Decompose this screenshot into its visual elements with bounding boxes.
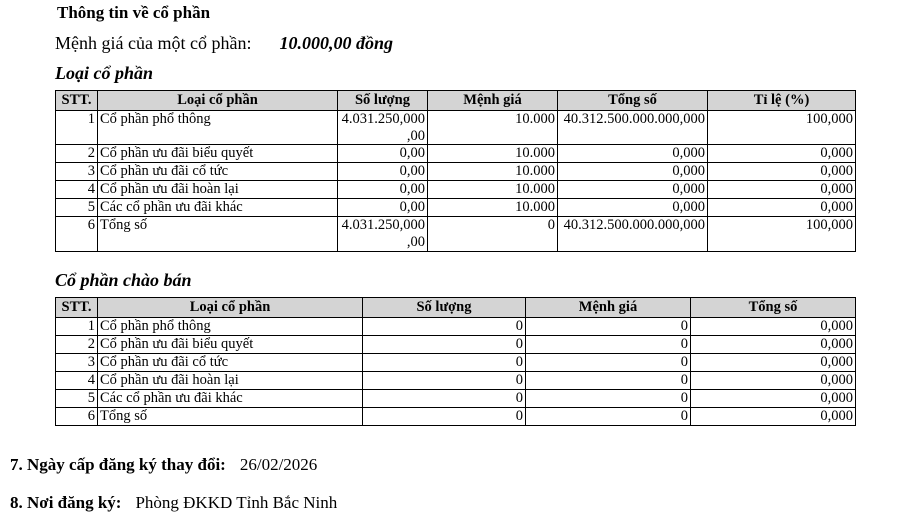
table-header-row bbox=[56, 298, 856, 318]
col-header-type: Loại cổ phần bbox=[98, 91, 338, 111]
cell-par-value: 0 bbox=[428, 217, 558, 251]
cell-stt: 6 bbox=[56, 217, 98, 251]
table-row bbox=[56, 336, 856, 354]
cell-type: Cổ phần ưu đãi biểu quyết bbox=[98, 145, 338, 163]
col-header-ratio: Tỉ lệ (%) bbox=[708, 91, 856, 111]
cell-par-value: 10.000 bbox=[428, 145, 558, 163]
cell-total: 0,000 bbox=[691, 336, 856, 354]
table-row bbox=[56, 217, 856, 251]
table-shares-offered bbox=[55, 297, 856, 426]
cell-type: Cổ phần phổ thông bbox=[98, 318, 363, 336]
cell-stt: 4 bbox=[56, 372, 98, 390]
col-header-par-value: Mệnh giá bbox=[526, 298, 691, 318]
cell-ratio: 0,000 bbox=[708, 199, 856, 217]
cell-total: 0,000 bbox=[558, 181, 708, 199]
cell-ratio: 100,000 bbox=[708, 217, 856, 251]
cell-total: 40.312.500.000.000,000 bbox=[558, 111, 708, 145]
cell-par-value: 10.000 bbox=[428, 163, 558, 181]
field-registration-place bbox=[10, 493, 337, 513]
table-row bbox=[56, 372, 856, 390]
cell-stt: 5 bbox=[56, 199, 98, 217]
cell-quantity: 0 bbox=[363, 354, 526, 372]
cell-quantity: 0,00 bbox=[338, 145, 428, 163]
col-header-total: Tổng số bbox=[691, 298, 856, 318]
cell-total: 0,000 bbox=[558, 199, 708, 217]
cell-stt: 1 bbox=[56, 111, 98, 145]
field-value: Phòng ĐKKD Tỉnh Bắc Ninh bbox=[135, 493, 338, 512]
cell-type: Tổng số bbox=[98, 408, 363, 426]
table-row bbox=[56, 181, 856, 199]
table-row bbox=[56, 354, 856, 372]
table-row bbox=[56, 111, 856, 145]
cell-total: 0,000 bbox=[558, 163, 708, 181]
cell-ratio: 100,000 bbox=[708, 111, 856, 145]
par-value-amount: 10.000,00 đồng bbox=[279, 33, 393, 53]
col-header-stt: STT. bbox=[56, 298, 98, 318]
cell-type: Cổ phần ưu đãi hoàn lại bbox=[98, 181, 338, 199]
par-value-line bbox=[55, 33, 393, 54]
cell-type: Các cổ phần ưu đãi khác bbox=[98, 199, 338, 217]
col-header-quantity: Số lượng bbox=[338, 91, 428, 111]
cell-par-value: 0 bbox=[526, 354, 691, 372]
table-row bbox=[56, 163, 856, 181]
cell-quantity: 0 bbox=[363, 318, 526, 336]
cell-par-value: 0 bbox=[526, 372, 691, 390]
cell-total: 0,000 bbox=[691, 408, 856, 426]
cell-ratio: 0,000 bbox=[708, 181, 856, 199]
cell-quantity: 0 bbox=[363, 390, 526, 408]
col-header-par-value: Mệnh giá bbox=[428, 91, 558, 111]
cell-type: Cổ phần ưu đãi hoàn lại bbox=[98, 372, 363, 390]
cell-stt: 3 bbox=[56, 163, 98, 181]
col-header-type: Loại cổ phần bbox=[98, 298, 363, 318]
cell-ratio: 0,000 bbox=[708, 163, 856, 181]
cell-type: Cổ phần ưu đãi cổ tức bbox=[98, 163, 338, 181]
table-row bbox=[56, 199, 856, 217]
table-share-types bbox=[55, 90, 856, 252]
cell-stt: 4 bbox=[56, 181, 98, 199]
table-row bbox=[56, 145, 856, 163]
cell-quantity: 0,00 bbox=[338, 181, 428, 199]
table-row bbox=[56, 318, 856, 336]
cell-par-value: 10.000 bbox=[428, 199, 558, 217]
cell-type: Cổ phần ưu đãi biểu quyết bbox=[98, 336, 363, 354]
cell-type: Cổ phần phổ thông bbox=[98, 111, 338, 145]
cell-quantity: 4.031.250,000,00 bbox=[338, 111, 428, 145]
cell-total: 0,000 bbox=[691, 318, 856, 336]
cell-par-value: 0 bbox=[526, 408, 691, 426]
cell-total: 0,000 bbox=[691, 372, 856, 390]
cell-quantity: 0,00 bbox=[338, 199, 428, 217]
cell-ratio: 0,000 bbox=[708, 145, 856, 163]
table-row bbox=[56, 408, 856, 426]
cell-stt: 2 bbox=[56, 145, 98, 163]
cell-total: 0,000 bbox=[691, 354, 856, 372]
cell-par-value: 0 bbox=[526, 336, 691, 354]
field-label: 8. Nơi đăng ký: bbox=[10, 493, 122, 512]
cell-quantity: 0,00 bbox=[338, 163, 428, 181]
cell-quantity: 4.031.250,000,00 bbox=[338, 217, 428, 251]
cell-total: 0,000 bbox=[558, 145, 708, 163]
cell-stt: 6 bbox=[56, 408, 98, 426]
subtitle-shares-offered: Cổ phần chào bán bbox=[55, 270, 192, 290]
table-header-row bbox=[56, 91, 856, 111]
cell-par-value: 10.000 bbox=[428, 111, 558, 145]
cell-quantity: 0 bbox=[363, 408, 526, 426]
cell-quantity: 0 bbox=[363, 372, 526, 390]
field-label: 7. Ngày cấp đăng ký thay đổi: bbox=[10, 455, 226, 474]
cell-total: 0,000 bbox=[691, 390, 856, 408]
table-row bbox=[56, 390, 856, 408]
cell-quantity: 0 bbox=[363, 336, 526, 354]
field-value: 26/02/2026 bbox=[239, 455, 318, 474]
field-change-registration-date bbox=[10, 455, 317, 475]
col-header-stt: STT. bbox=[56, 91, 98, 111]
cell-stt: 1 bbox=[56, 318, 98, 336]
cell-stt: 2 bbox=[56, 336, 98, 354]
subtitle-share-types: Loại cổ phần bbox=[55, 63, 154, 83]
col-header-total: Tổng số bbox=[558, 91, 708, 111]
col-header-quantity: Số lượng bbox=[363, 298, 526, 318]
cell-stt: 5 bbox=[56, 390, 98, 408]
cell-stt: 3 bbox=[56, 354, 98, 372]
cell-par-value: 0 bbox=[526, 318, 691, 336]
par-value-label: Mệnh giá của một cổ phần: bbox=[55, 33, 252, 53]
cell-type: Cổ phần ưu đãi cổ tức bbox=[98, 354, 363, 372]
cell-par-value: 0 bbox=[526, 390, 691, 408]
section-title: Thông tin về cổ phần bbox=[57, 3, 211, 22]
cell-type: Các cổ phần ưu đãi khác bbox=[98, 390, 363, 408]
cell-total: 40.312.500.000.000,000 bbox=[558, 217, 708, 251]
cell-type: Tổng số bbox=[98, 217, 338, 251]
cell-par-value: 10.000 bbox=[428, 181, 558, 199]
